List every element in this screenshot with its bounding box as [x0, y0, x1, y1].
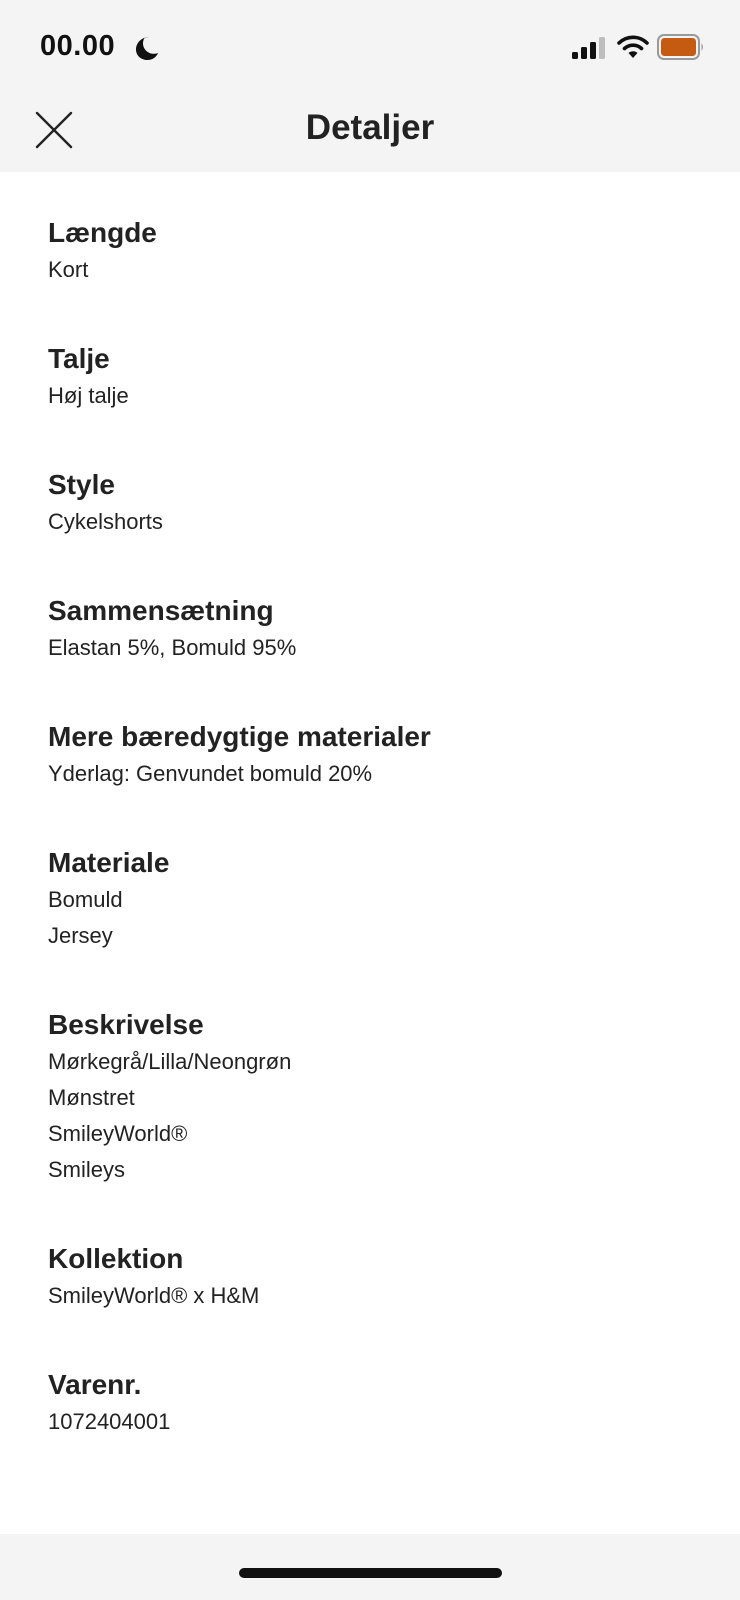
moon-icon	[132, 34, 160, 62]
home-indicator[interactable]	[239, 1568, 502, 1578]
detail-value: Mørkegrå/Lilla/Neongrøn	[48, 1049, 292, 1074]
status-bar	[0, 0, 740, 96]
status-time: 00.00	[40, 30, 116, 62]
bottom-area	[0, 1534, 740, 1600]
detail-section	[48, 340, 708, 414]
detail-heading: Varenr.	[48, 1369, 142, 1400]
detail-value: Mønstret	[48, 1085, 135, 1110]
detail-heading: Style	[48, 469, 115, 500]
detail-heading: Beskrivelse	[48, 1009, 204, 1040]
detail-section	[48, 1366, 708, 1440]
detail-value: 1072404001	[48, 1409, 171, 1434]
detail-section	[48, 1006, 708, 1188]
detail-value: Jersey	[48, 923, 113, 948]
detail-heading: Sammensætning	[48, 595, 274, 626]
detail-heading: Længde	[48, 217, 157, 248]
detail-heading: Mere bæredygtige materialer	[48, 721, 431, 752]
detail-section	[48, 844, 708, 954]
detail-value: Yderlag: Genvundet bomuld 20%	[48, 761, 373, 786]
detail-heading: Materiale	[48, 847, 170, 878]
signal-icon	[572, 37, 608, 59]
battery-icon	[657, 34, 705, 60]
detail-value: Bomuld	[48, 887, 123, 912]
nav-bar	[0, 96, 740, 172]
detail-section	[48, 466, 708, 540]
detail-section	[48, 1240, 708, 1314]
detail-value: Høj talje	[48, 383, 129, 408]
details-list	[48, 214, 708, 1492]
top-area	[0, 0, 740, 172]
detail-value: Elastan 5%, Bomuld 95%	[48, 635, 297, 660]
detail-section	[48, 718, 708, 792]
detail-value: Kort	[48, 257, 89, 282]
detail-heading: Kollektion	[48, 1243, 184, 1274]
detail-value: Cykelshorts	[48, 509, 163, 534]
detail-section	[48, 592, 708, 666]
detail-value: SmileyWorld®	[48, 1121, 188, 1146]
wifi-icon	[617, 34, 649, 59]
detail-section	[48, 214, 708, 288]
detail-value: Smileys	[48, 1157, 126, 1182]
detail-heading: Talje	[48, 343, 110, 374]
page-title: Detaljer	[305, 108, 435, 147]
detail-value: SmileyWorld® x H&M	[48, 1283, 260, 1308]
